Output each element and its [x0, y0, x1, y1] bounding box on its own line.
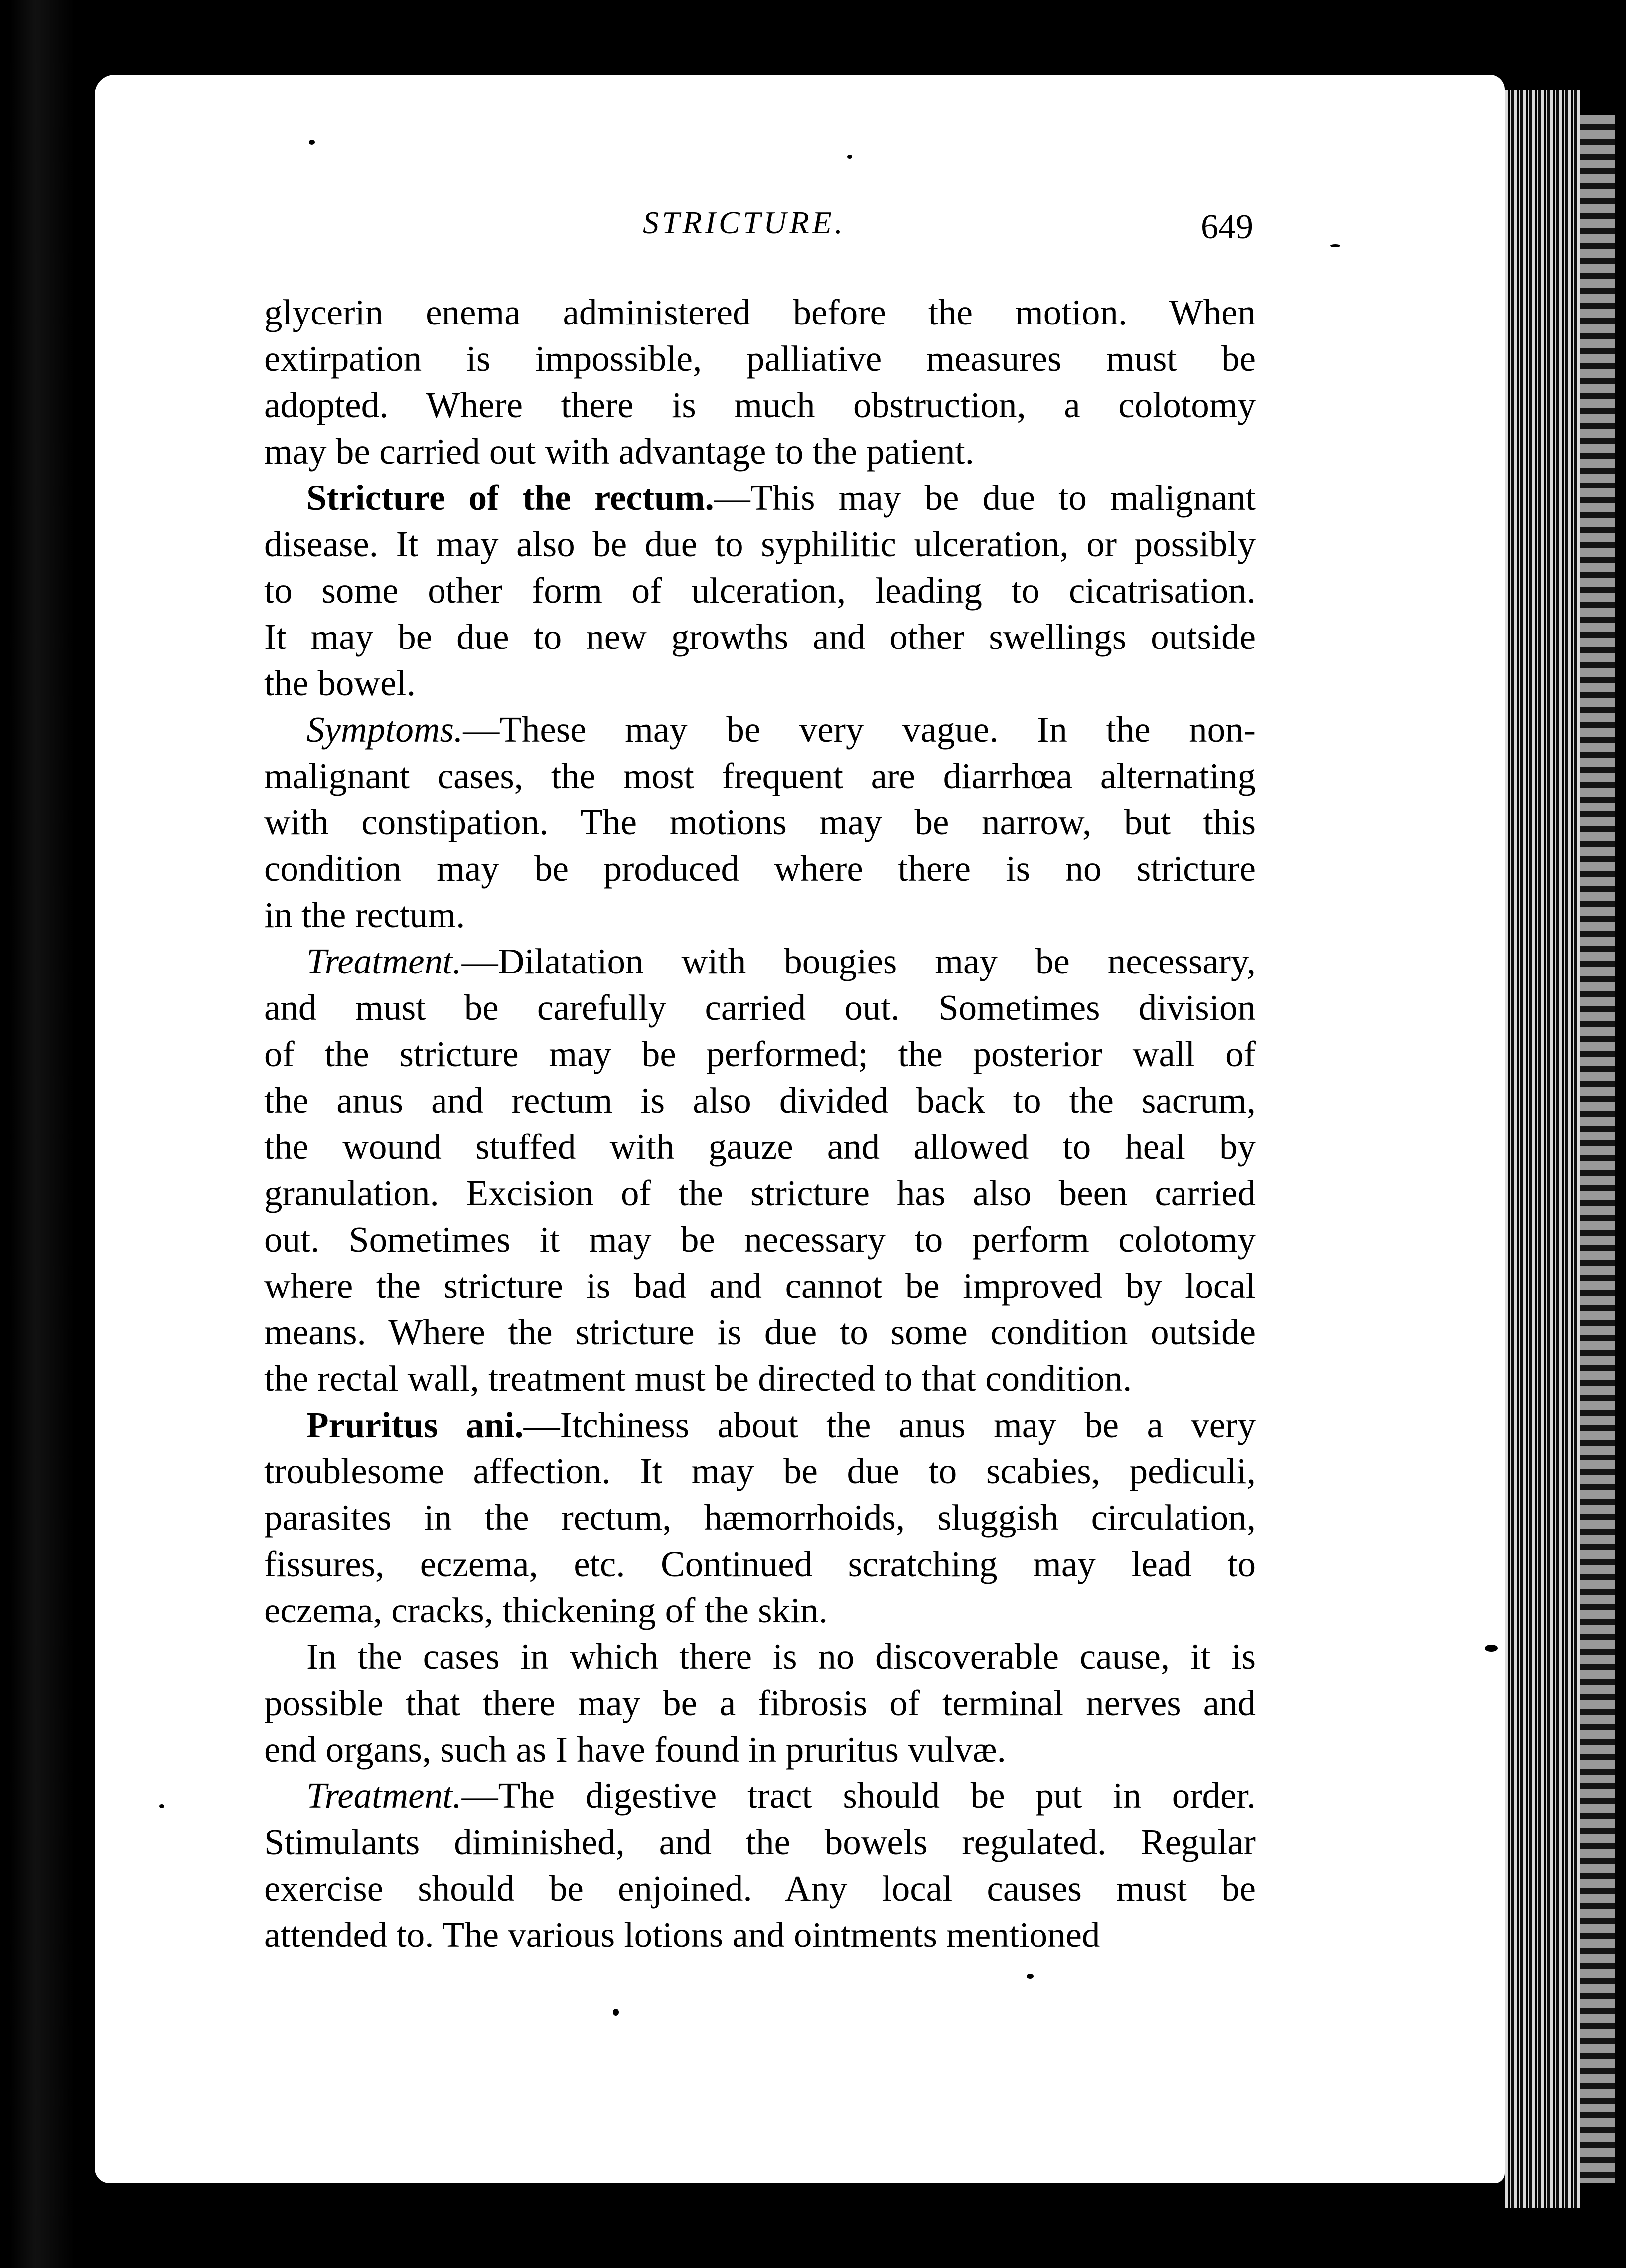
text-line	[264, 1633, 1256, 1680]
scan-speck	[1330, 244, 1340, 247]
paragraph-heading: Symptoms.	[306, 709, 463, 750]
line-text: —This may be due to malignant	[714, 478, 1256, 518]
line-text: to some other form of ulceration, leading to cicatrisation.	[264, 570, 1256, 611]
text-line	[264, 567, 1256, 614]
text-line	[264, 753, 1256, 799]
text-line	[264, 1170, 1256, 1216]
text-line	[264, 1402, 1256, 1448]
text-line	[264, 1819, 1256, 1865]
text-line	[264, 1216, 1256, 1263]
text-line	[264, 614, 1256, 660]
text-line	[264, 1355, 1256, 1402]
text-line	[264, 1124, 1256, 1170]
text-line	[264, 428, 1256, 475]
text-line	[264, 1309, 1256, 1355]
paragraph-heading: Treatment.	[306, 941, 462, 981]
paragraph-heading: Stricture of the rectum.	[306, 478, 714, 518]
text-line	[264, 382, 1256, 428]
line-text: and must be carefully carried out. Sometimes division	[264, 987, 1256, 1028]
line-text: means. Where the stricture is due to some condition outside	[264, 1312, 1256, 1352]
text-line	[264, 335, 1256, 382]
line-text: the bowel.	[264, 663, 416, 703]
line-text: glycerin enema administered before the motion. When	[264, 292, 1256, 332]
scan-speck	[309, 140, 315, 145]
text-line	[264, 1865, 1256, 1912]
line-text: In the cases in which there is no discoverable cause, it is	[306, 1636, 1256, 1677]
book-spine-shadow	[10, 0, 75, 2268]
line-text: —These may be very vague. In the non-	[463, 709, 1256, 750]
text-line	[264, 1912, 1256, 1958]
line-text: of the stricture may be performed; the posterior wall of	[264, 1034, 1256, 1074]
line-text: troublesome affection. It may be due to scabies, pediculi,	[264, 1451, 1256, 1491]
line-text: the anus and rectum is also divided back to the sacrum,	[264, 1080, 1256, 1121]
line-text: where the stricture is bad and cannot be improved by local	[264, 1266, 1256, 1306]
line-text: the wound stuffed with gauze and allowed to heal by	[264, 1127, 1256, 1167]
text-line	[264, 1726, 1256, 1773]
paragraph-heading: Pruritus ani.	[306, 1405, 524, 1445]
text-line	[264, 1263, 1256, 1309]
scan-speck	[1027, 1974, 1034, 1979]
text-line	[264, 1448, 1256, 1494]
line-text: attended to. The various lotions and ointments mentioned	[264, 1915, 1100, 1955]
line-text: —The digestive tract should be put in order.	[461, 1776, 1256, 1816]
text-line	[264, 1494, 1256, 1541]
page-edge-stack	[1505, 90, 1580, 2208]
scan-speck	[159, 1804, 164, 1808]
line-text: —Itchiness about the anus may be a very	[523, 1405, 1256, 1445]
line-text: the rectal wall, treatment must be directed to that condition.	[264, 1358, 1132, 1399]
line-text: possible that there may be a fibrosis of terminal nerves and	[264, 1683, 1256, 1723]
text-line	[264, 1773, 1256, 1819]
running-head: STRICTURE.	[643, 205, 846, 240]
line-text: exercise should be enjoined. Any local causes must be	[264, 1868, 1256, 1909]
scan-speck	[847, 155, 852, 159]
body-text	[264, 289, 1256, 1958]
page-header	[264, 204, 1261, 254]
page-edge-shadow	[1580, 115, 1615, 2183]
line-text: end organs, such as I have found in pruritus vulvæ.	[264, 1729, 1006, 1770]
text-line	[264, 1587, 1256, 1633]
line-text: condition may be produced where there is no stricture	[264, 848, 1256, 889]
line-text: extirpation is impossible, palliative measures must be	[264, 338, 1256, 379]
line-text: adopted. Where there is much obstruction, a colotomy	[264, 385, 1256, 425]
text-line	[264, 938, 1256, 984]
paragraph-heading: Treatment.	[306, 1776, 462, 1816]
text-line	[264, 799, 1256, 845]
text-line	[264, 706, 1256, 753]
line-text: with constipation. The motions may be narrow, but this	[264, 802, 1256, 842]
line-text: granulation. Excision of the stricture has also been carried	[264, 1173, 1256, 1213]
scan-speck	[613, 2009, 619, 2016]
text-line	[264, 1031, 1256, 1077]
text-line	[264, 660, 1256, 706]
line-text: It may be due to new growths and other swellings outside	[264, 617, 1256, 657]
text-line	[264, 521, 1256, 567]
line-text: out. Sometimes it may be necessary to perform colotomy	[264, 1219, 1256, 1260]
line-text: —Dilatation with bougies may be necessary,	[461, 941, 1256, 981]
line-text: malignant cases, the most frequent are diarrhœa alternating	[264, 756, 1256, 796]
text-line	[264, 1541, 1256, 1587]
line-text: disease. It may also be due to syphilitic ulceration, or possibly	[264, 524, 1256, 564]
text-line	[264, 1077, 1256, 1124]
line-text: in the rectum.	[264, 895, 465, 935]
line-text: may be carried out with advantage to the patient.	[264, 431, 974, 472]
text-line	[264, 289, 1256, 335]
text-line	[264, 984, 1256, 1031]
line-text: parasites in the rectum, hæmorrhoids, sluggish circulation,	[264, 1497, 1256, 1538]
line-text: fissures, eczema, etc. Continued scratching may lead to	[264, 1544, 1256, 1584]
scan-speck	[1485, 1645, 1498, 1652]
text-line	[264, 892, 1256, 938]
line-text: Stimulants diminished, and the bowels regulated. Regular	[264, 1822, 1256, 1862]
page-number: 649	[1201, 208, 1253, 246]
line-text: eczema, cracks, thickening of the skin.	[264, 1590, 828, 1630]
text-line	[264, 1680, 1256, 1726]
text-line	[264, 475, 1256, 521]
text-line	[264, 845, 1256, 892]
